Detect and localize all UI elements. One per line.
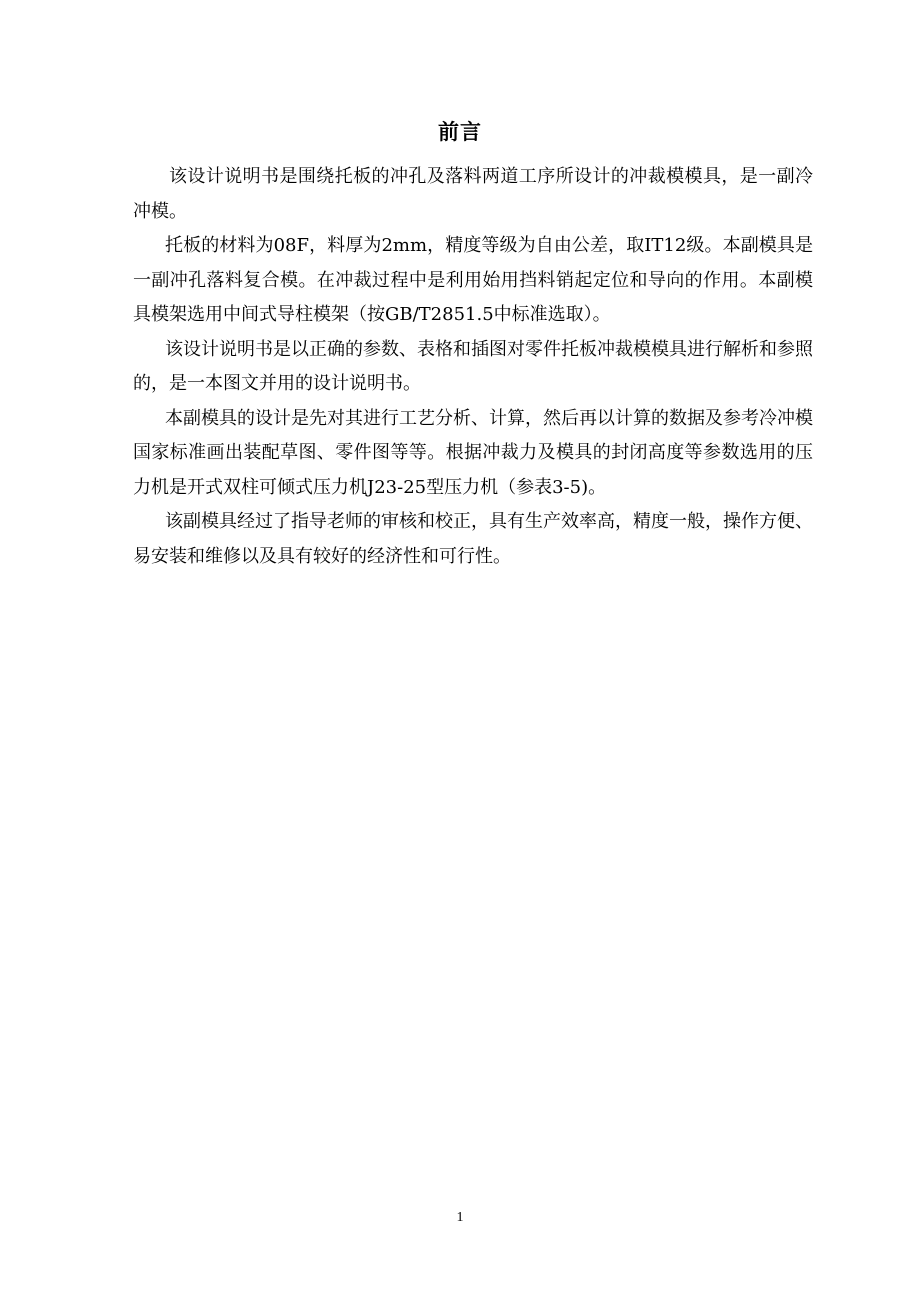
paragraph-review: 该副模具经过了指导老师的审核和校正，具有生产效率高，精度一般，操作方便、易安装和维修以及具有较好的经济性和可行性。: [133, 511, 813, 567]
paragraph-intro: 该设计说明书是围绕托板的冲孔及落料两道工序所设计的冲裁模模具，是一副冷冲模。: [133, 166, 813, 222]
paragraph-description: 该设计说明书是以正确的参数、表格和插图对零件托板冲裁模模具进行解析和参照的，是一本图文并用的设计说明书。: [133, 338, 813, 394]
body-text: [133, 160, 813, 574]
page-title: 前言: [438, 120, 482, 144]
page-number: 1: [456, 1210, 464, 1225]
paragraph-material: 托板的材料为08F，料厚为2mm，精度等级为自由公差，取IT12级。本副模具是一副冲孔落料复合模。在冲裁过程中是利用始用挡料销起定位和导向的作用。本副模具模架选用中间式导柱模架（按GB/T2851.5中标准选取）。: [133, 235, 813, 325]
paragraph-design-process: 本副模具的设计是先对其进行工艺分析、计算，然后再以计算的数据及参考冷冲模国家标准画出装配草图、零件图等等。根据冲裁力及模具的封闭高度等参数选用的压力机是开式双柱可倾式压力机J23-25型压力机（参表3-5)。: [133, 407, 813, 498]
